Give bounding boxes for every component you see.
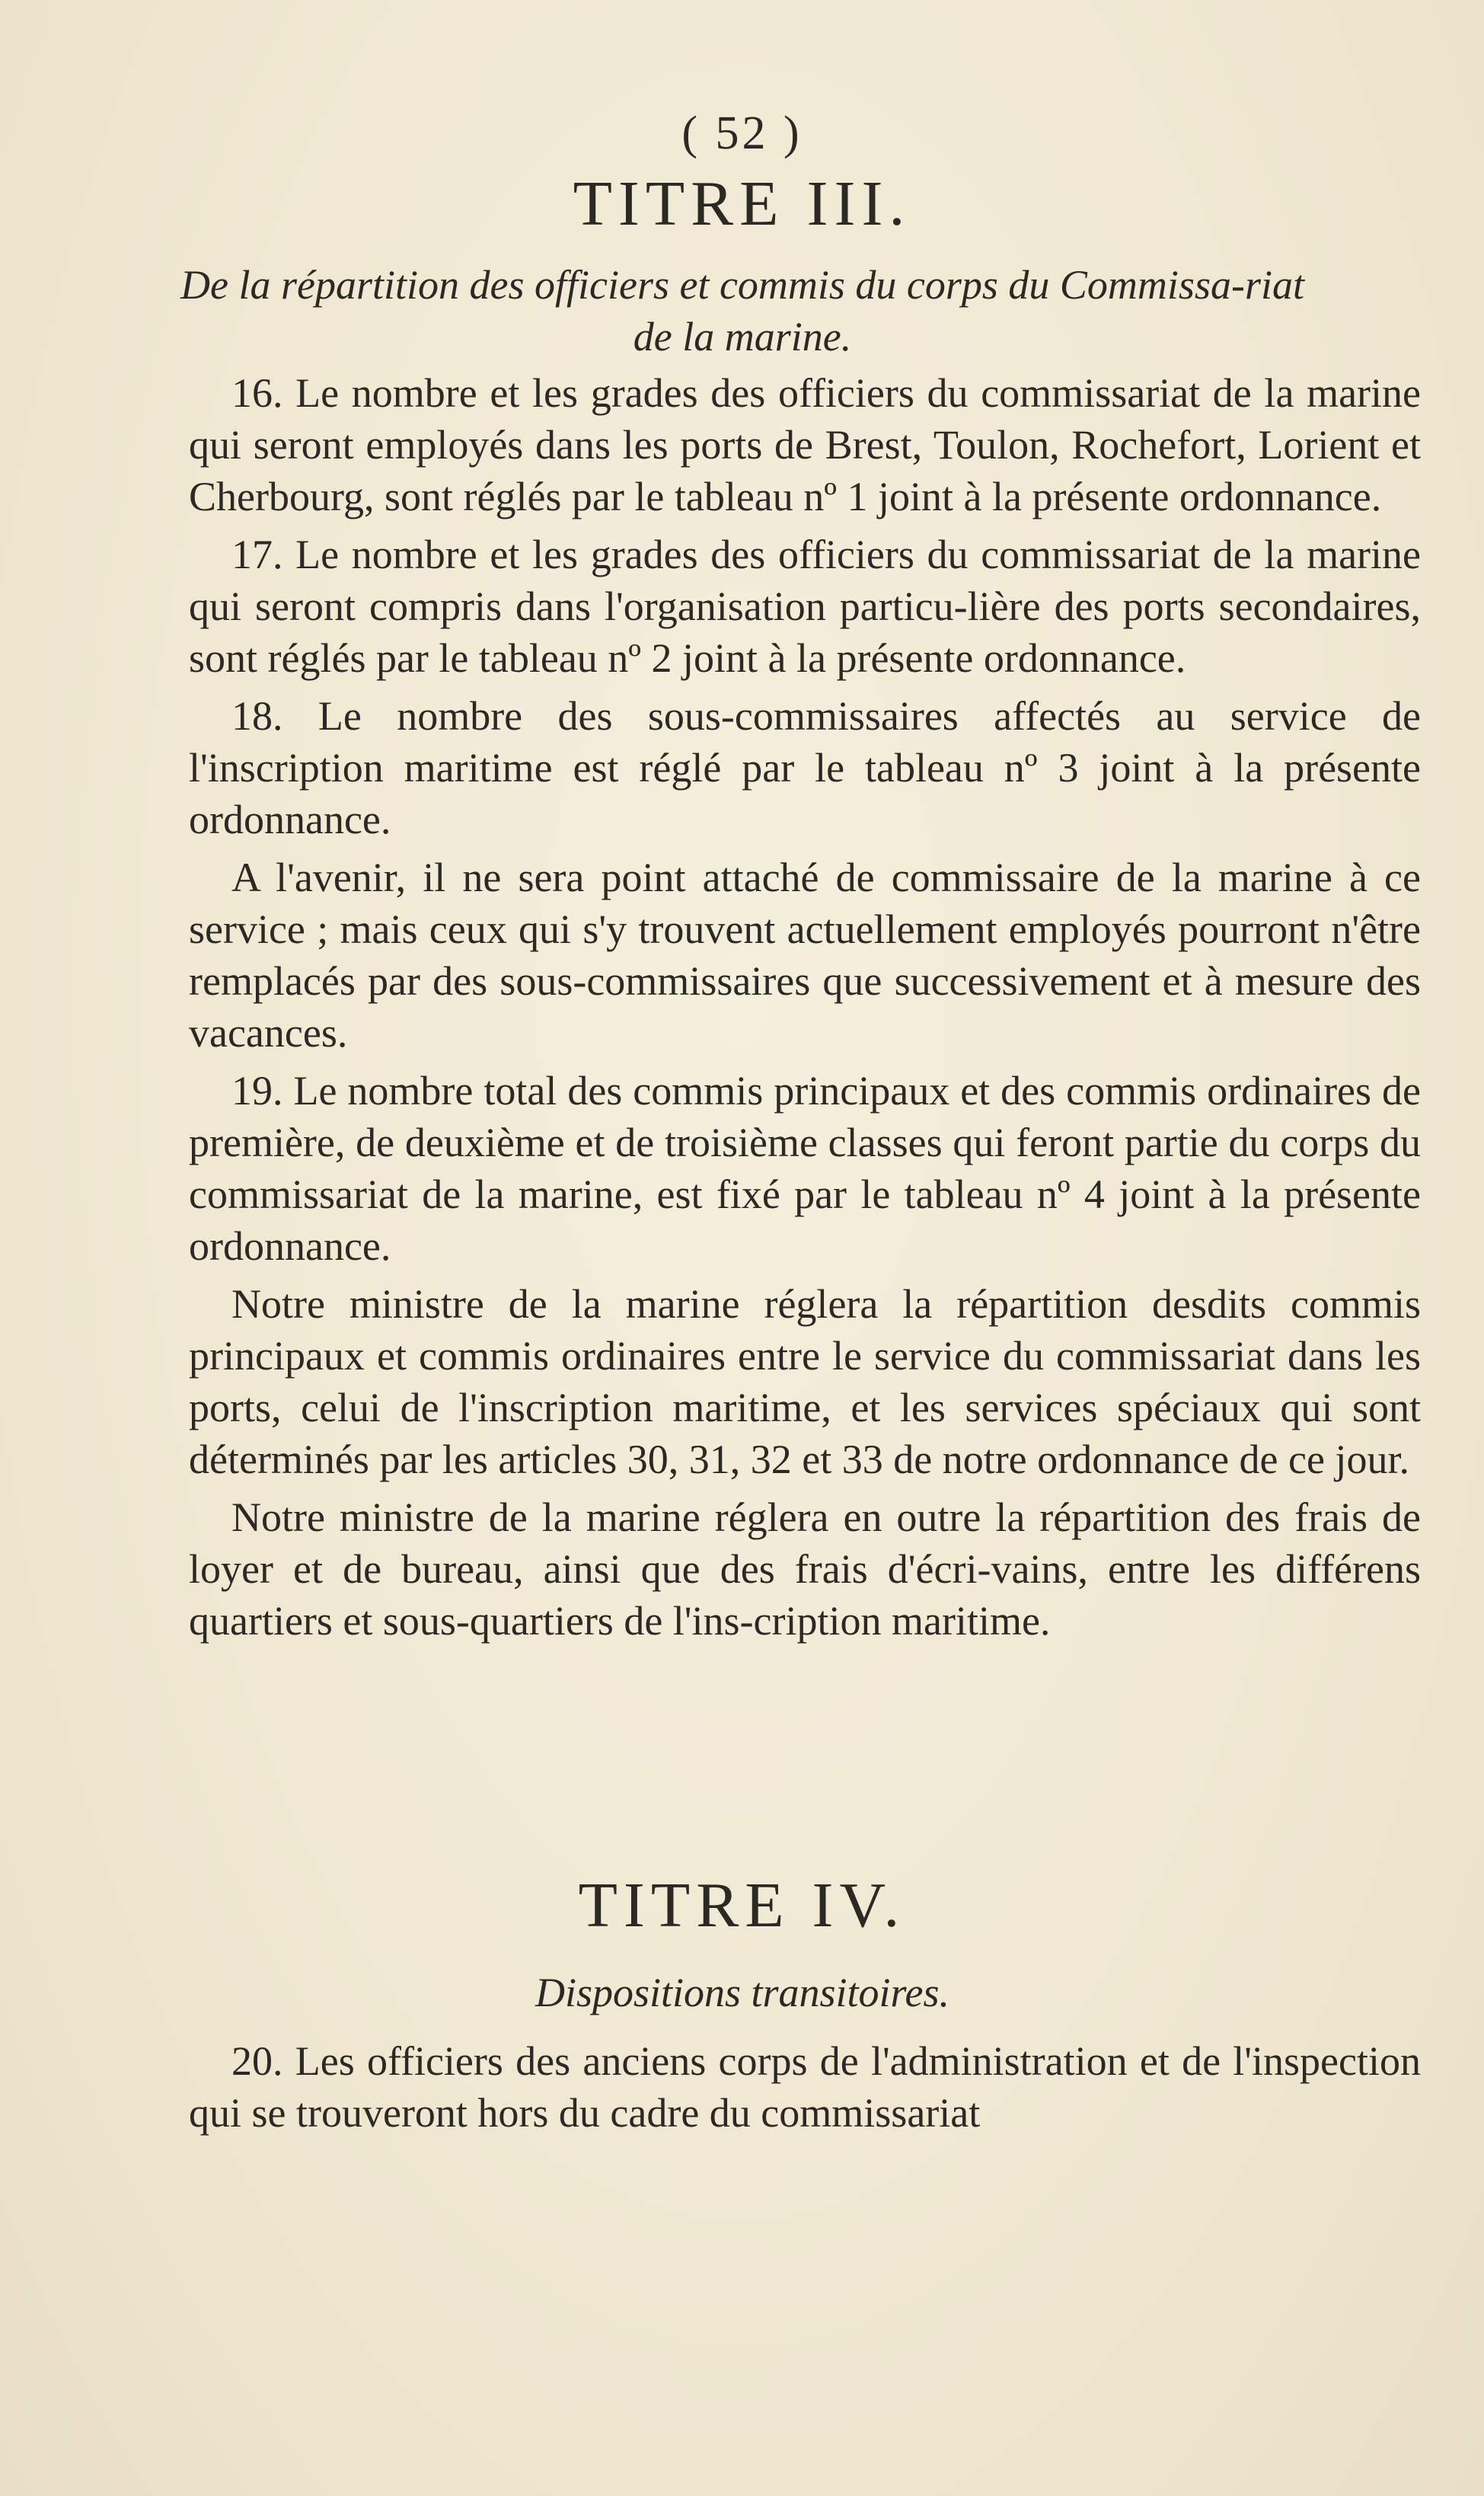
article-16-paragraph: 16. Le nombre et les grades des officiers du commissariat de la marine qui seront employés dans les ports de Brest, Toulon, Rochefort, Lorient et Cherbourg, sont réglés par le tableau nº 1 joint à la présente ordonnance. (189, 370, 1421, 519)
article-19-paragraph: 19. Le nombre total des commis principaux et des commis ordinaires de première, de deuxième et de troisième classes qui feront partie du corps du commissariat de la marine, est fixé par le tableau nº 4 joint à la présente ordonnance. (189, 1068, 1421, 1269)
article-18-continuation-paragraph: A l'avenir, il ne sera point attaché de commissaire de la marine à ce service ; mais ceux qui s'y trouvent actuellement employés pourront n'être remplacés par des sous-commissaires que successivement et à mesure des vacances. (189, 855, 1421, 1056)
titre-3-subtitle: De la répartition des officiers et commis du corps du Commissa-riat de la marine. (180, 262, 1304, 360)
article-19-frais-paragraph: Notre ministre de la marine réglera en outre la répartition des frais de loyer et de bureau, ainsi que des frais d'écri-vains, entre les différens quartiers et sous-quartiers de l'ins-cription maritime. (189, 1494, 1421, 1644)
article-19-repartition-paragraph: Notre ministre de la marine réglera la répartition desdits commis principaux et commis ordinaires entre le service du commissariat dans les ports, celui de l'inscription maritime, et les services spéciaux qui sont déterminés par les articles 30, 31, 32 et 33 de notre ordonnance de ce jour. (189, 1281, 1421, 1482)
article-20-paragraph: 20. Les officiers des anciens corps de l'administration et de l'inspection qui se trouveront hors du cadre du commissariat (189, 2038, 1421, 2136)
titre-3-heading: TITRE III. (573, 168, 911, 239)
article-18-paragraph: 18. Le nombre des sous-commissaires affectés au service de l'inscription maritime est réglé par le tableau nº 3 joint à la présente ordonnance. (189, 693, 1421, 842)
page-number: ( 52 ) (681, 107, 803, 159)
titre-4-body (189, 2035, 1421, 2145)
titre-4-subtitle: Dispositions transitoires. (535, 1970, 950, 2015)
article-17-paragraph: 17. Le nombre et les grades des officiers du commissariat de la marine qui seront compris dans l'organisation particu-lière des ports secondaires, sont réglés par le tableau nº 2 joint à la présente ordonnance. (189, 532, 1421, 681)
titre-3-body (189, 367, 1421, 1653)
titre-4-heading: TITRE IV. (578, 1870, 906, 1941)
